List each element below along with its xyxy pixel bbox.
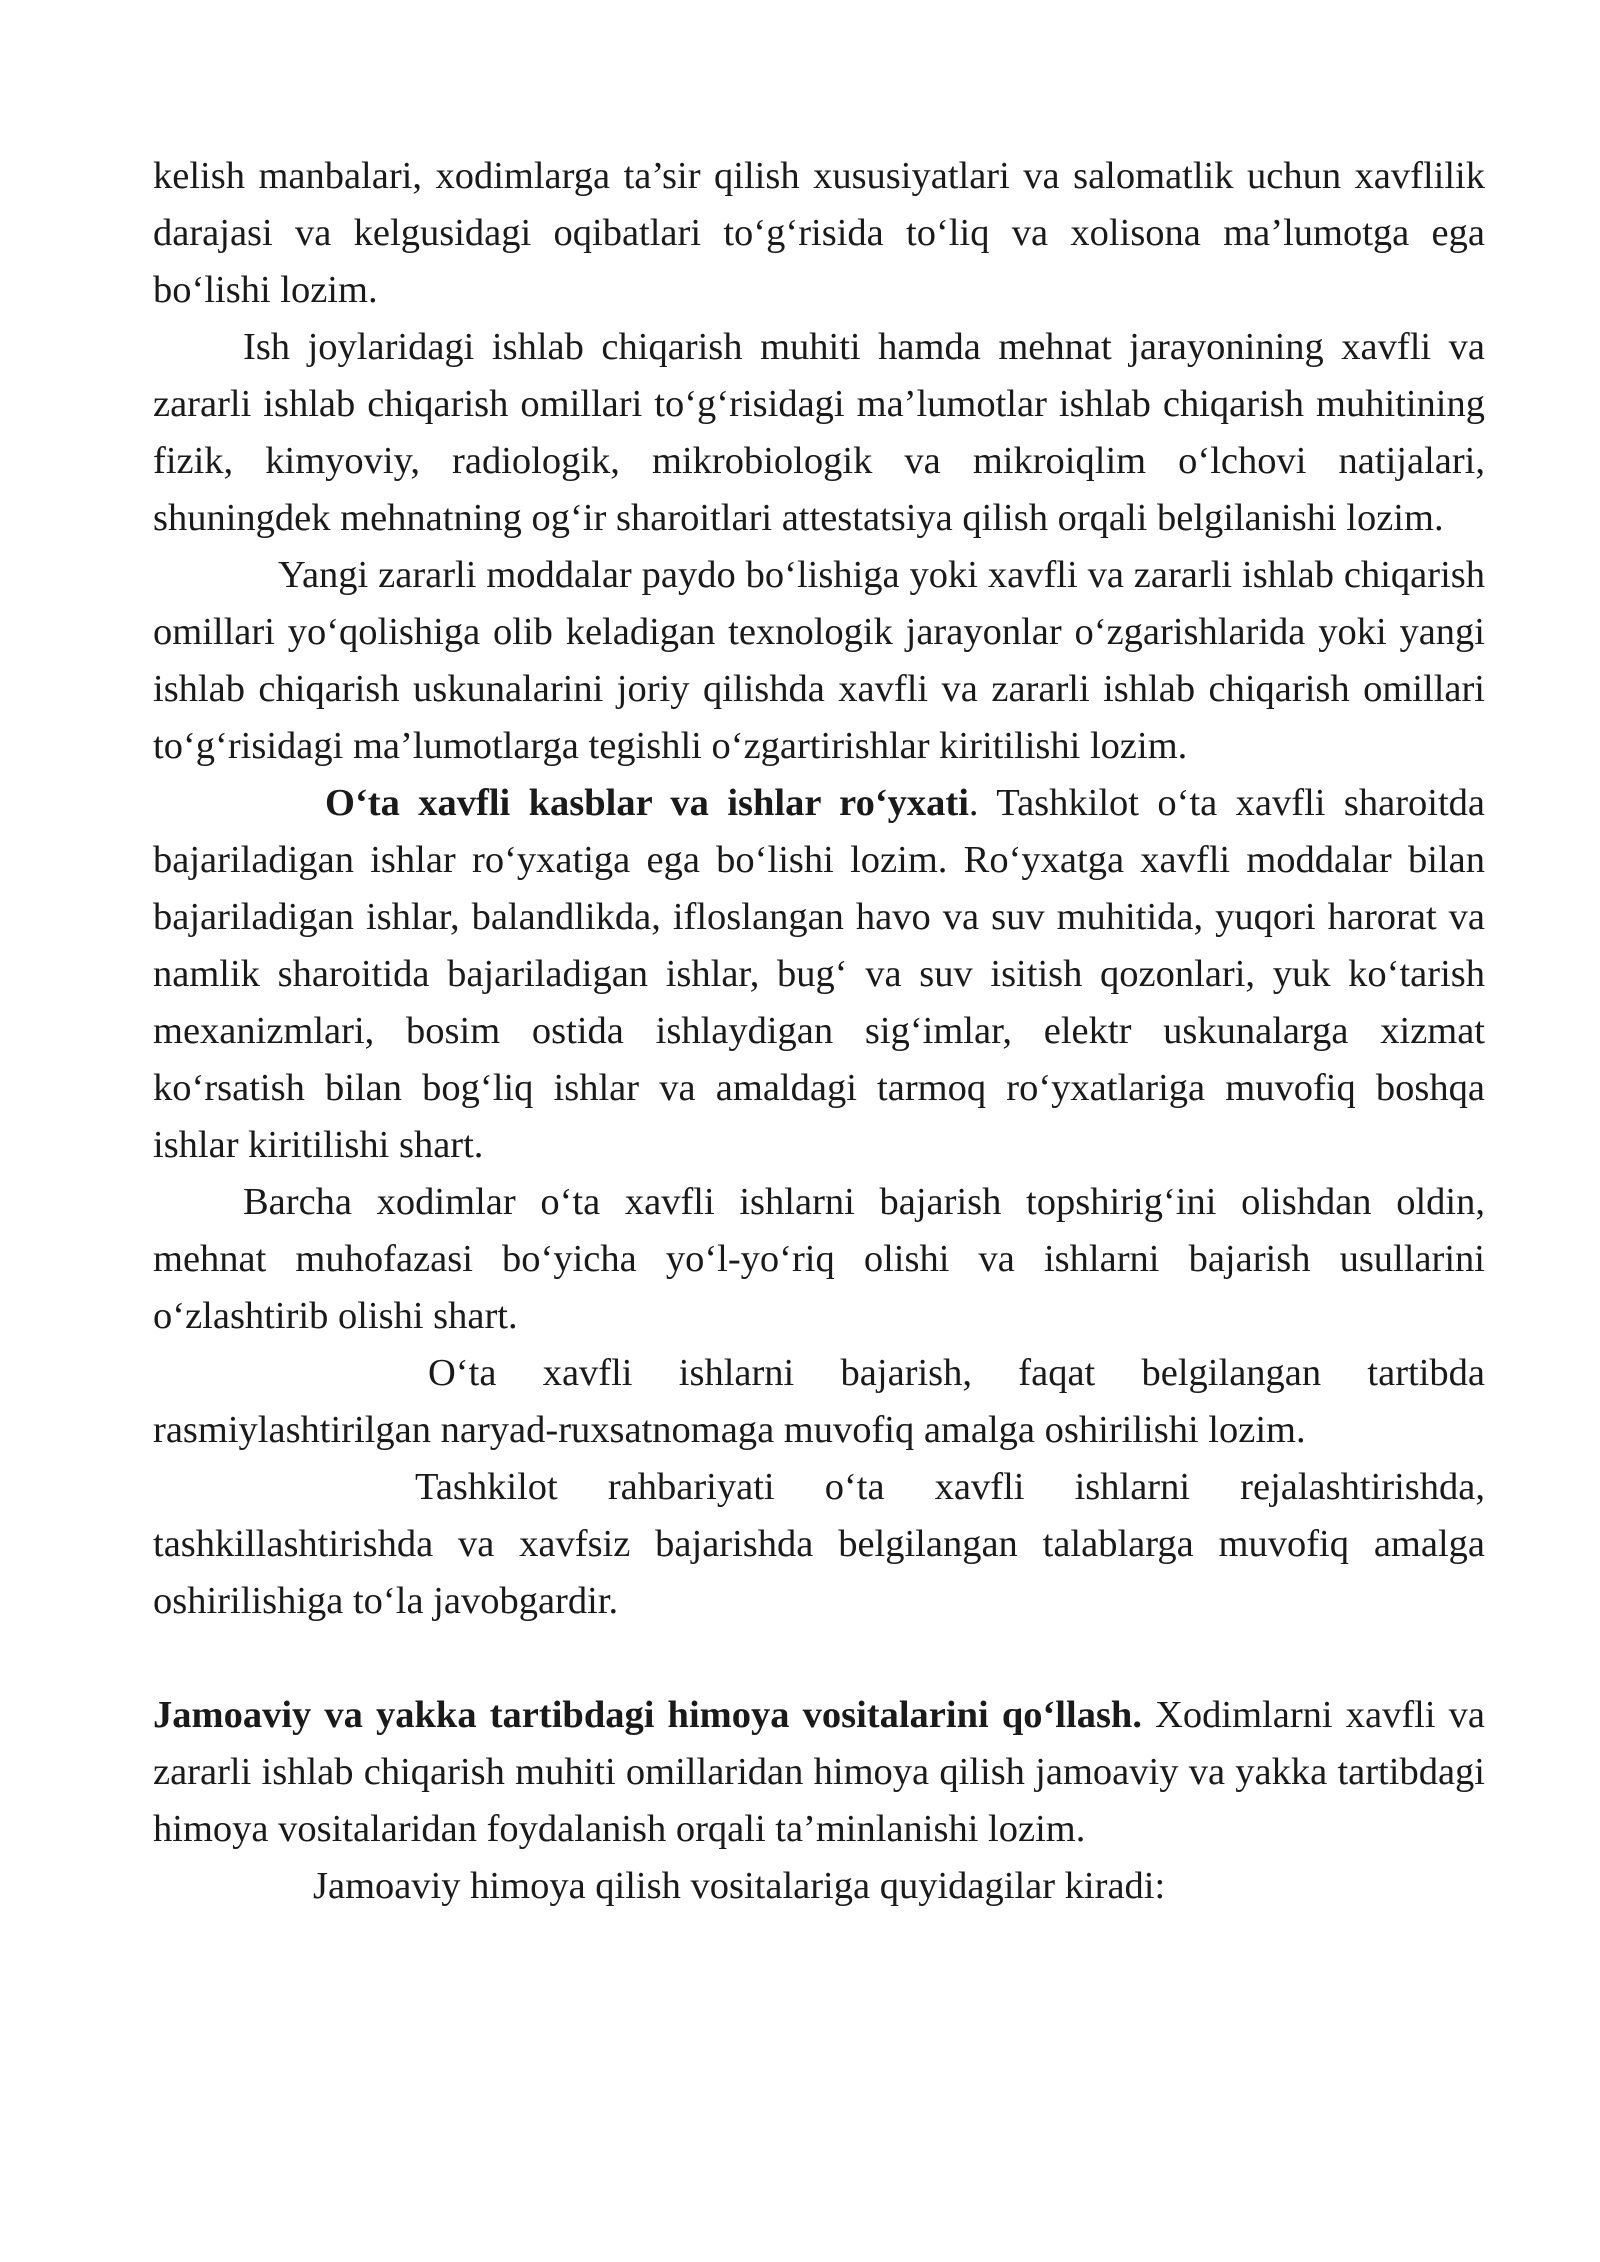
paragraph-1-text: kelish manbalari, xodimlarga ta’sir qilish xususiyatlari va salomatlik uchun xavflilik darajasi va kelgusidagi oqibatlari to‘g‘risida to‘liq va xolisona ma’lumotga ega bo‘lishi lozim. <box>153 155 1485 311</box>
paragraph-5 <box>153 1174 1485 1345</box>
section-heading-protective-equipment: Jamoaviy va yakka tartibdagi himoya vositalarini qo‘llash. <box>153 1694 1142 1736</box>
paragraph-6 <box>153 1345 1485 1459</box>
paragraph-4 <box>153 775 1485 1174</box>
document-body <box>153 148 1485 1915</box>
paragraph-1 <box>153 148 1485 319</box>
paragraph-7-text: Tashkilot rahbariyati o‘ta xavfli ishlarni rejalashtirishda, tashkillashtirishda va xavfsiz bajarishda belgilangan talablarga muvofiq amalga oshirilishiga to‘la javobgardir. <box>153 1466 1485 1622</box>
paragraph-3-text: Yangi zararli moddalar paydo bo‘lishiga yoki xavfli va zararli ishlab chiqarish omillari yo‘qolishiga olib keladigan texnologik jarayonlar o‘zgarishlarida yoki yangi ishlab chiqarish uskunalarini joriy qilishda xavfli va zararli ishlab chiqarish omillari to‘g‘risidagi ma’lumotlarga tegishli o‘zgartirishlar kiritilishi lozim. <box>153 554 1485 767</box>
paragraph-3 <box>153 547 1485 775</box>
blank-line <box>153 1630 1485 1687</box>
paragraph-7 <box>153 1459 1485 1630</box>
paragraph-8 <box>153 1687 1485 1858</box>
paragraph-6-text: O‘ta xavfli ishlarni bajarish, faqat belgilangan tartibda rasmiylashtirilgan naryad-ruxsatnomaga muvofiq amalga oshirilishi lozim. <box>153 1352 1485 1451</box>
paragraph-2 <box>153 319 1485 547</box>
paragraph-2-text: Ish joylaridagi ishlab chiqarish muhiti hamda mehnat jarayonining xavfli va zararli ishlab chiqarish omillari to‘g‘risidagi ma’lumotlar ishlab chiqarish muhitining fizik, kimyoviy, radiologik, mikrobiologik va mikroiqlim o‘lchovi natijalari, shuningdek mehnatning og‘ir sharoitlari attestatsiya qilish orqali belgilanishi lozim. <box>153 326 1485 539</box>
paragraph-9 <box>153 1858 1485 1915</box>
paragraph-8-text: Xodimlarni xavfli va zararli ishlab chiqarish muhiti omillaridan himoya qilish jamoaviy va yakka tartibdagi himoya vositalaridan foydalanish orqali ta’minlanishi lozim. <box>153 1694 1486 1850</box>
paragraph-4-text: . Tashkilot o‘ta xavfli sharoitda bajariladigan ishlar ro‘yxatiga ega bo‘lishi lozim. Ro‘yxatga xavfli moddalar bilan bajariladigan ishlar, balandlikda, ifloslangan havo va suv muhitida, yuqori harorat va namlik sharoitida bajariladigan ishlar, bug‘ va suv isitish qozonlari, yuk ko‘tarish mexanizmlari, bosim ostida ishlaydigan sig‘imlar, elektr uskunalarga xizmat ko‘rsatish bilan bog‘liq ishlar va amaldagi tarmoq ro‘yxatlariga muvofiq boshqa ishlar kiritilishi shart. <box>153 782 1486 1166</box>
paragraph-5-text: Barcha xodimlar o‘ta xavfli ishlarni bajarish topshirig‘ini olishdan oldin, mehnat muhofazasi bo‘yicha yo‘l-yo‘riq olishi va ishlarni bajarish usullarini o‘zlashtirib olishi shart. <box>153 1181 1485 1337</box>
section-heading-hazardous-jobs: O‘ta xavfli kasblar va ishlar ro‘yxati <box>325 782 969 824</box>
paragraph-9-text: Jamoaviy himoya qilish vositalariga quyidagilar kiradi: <box>313 1865 1166 1907</box>
